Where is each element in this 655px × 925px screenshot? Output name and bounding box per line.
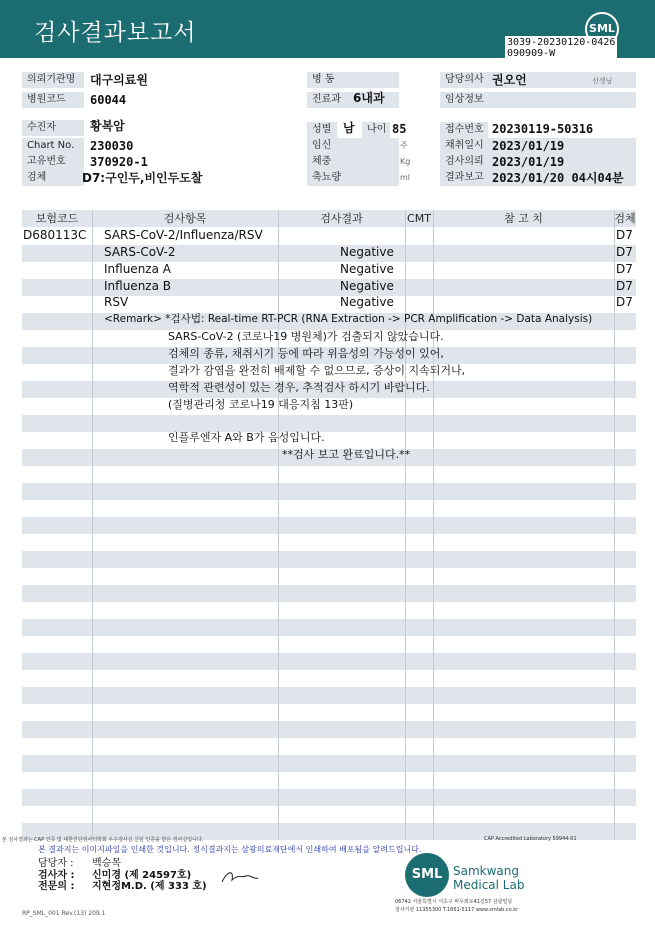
sml-logo-icon: SML	[585, 12, 619, 46]
form-code: RP_SML_001 Rev.(13) 209.1	[22, 910, 106, 917]
header-specimen: 검체	[614, 212, 636, 225]
header-cmt: CMT	[407, 212, 431, 225]
header-reference: 참 고 치	[504, 212, 543, 225]
doctor-label: 담당의사	[440, 72, 636, 88]
receipt-value: 20230119-50316	[492, 122, 594, 136]
manager-value: 백승목	[92, 858, 121, 869]
request-label: 검사의뢰	[440, 154, 636, 170]
weight-label: 체중	[307, 154, 399, 170]
brand-name-2: Medical Lab	[453, 878, 525, 892]
report-title: 검사결과보고서	[34, 20, 197, 46]
remark-line: 역학적 관련성이 있는 경우, 추적검사 하시기 바랍니다.	[168, 381, 430, 394]
pregnancy-label: 임신	[307, 138, 399, 154]
remark-line: 결과가 감염을 완전히 배제할 수 없으므로, 증상이 지속되거나,	[168, 364, 466, 377]
age-label: 나이	[362, 122, 390, 138]
notice-text: 본 결과지는 이미지파일을 인쇄한 것입니다. 정식결과지는 삼광의료재단에서 인쇄하여 배포됨을 알려드립니다.	[38, 845, 422, 854]
header-test-item: 검사항목	[163, 212, 207, 225]
doctor-value: 권오언	[492, 73, 527, 87]
patient-value: 황복암	[90, 119, 125, 133]
header-insurance-code: 보험코드	[35, 212, 79, 225]
specialist-label: 전문의 :	[38, 881, 75, 892]
remark-line: (질병관리청 코로나19 대응지침 13판)	[168, 398, 354, 411]
id-label: 고유번호	[22, 154, 84, 170]
hospital-code-value: 60044	[90, 93, 127, 107]
examiner-label: 검사자 :	[38, 870, 75, 881]
urine-unit: ml	[400, 173, 411, 182]
doctor-suffix: 선생님	[592, 77, 613, 85]
specialist-value: 지현정M.D. (제 333 호)	[92, 881, 207, 892]
remark-line: 검체의 종류, 채취시기 등에 따라 위음성의 가능성이 있어,	[168, 347, 444, 360]
header-result: 검사결과	[320, 212, 363, 225]
remark-line: 인플루엔자 A와 B가 음성입니다.	[168, 431, 325, 444]
department-value: 6내과	[353, 91, 385, 105]
remark-line: **검사 보고 완료입니다.**	[282, 448, 411, 461]
report-value: 2023/01/20 04시04분	[492, 171, 624, 185]
remark-line: SARS-CoV-2 (코로나19 병원체)가 검출되지 않았습니다.	[168, 330, 444, 343]
clinical-label: 임상정보	[440, 92, 636, 108]
institution-value: 대구의료원	[90, 73, 148, 87]
sex-value: 남	[343, 121, 355, 135]
manager-label: 담당자 :	[38, 858, 74, 869]
sex-label: 성별	[307, 122, 337, 138]
weight-unit: Kg	[400, 157, 411, 166]
urine-label: 축뇨량	[307, 170, 399, 186]
chart-label: Chart No.	[22, 138, 84, 154]
request-value: 2023/01/19	[492, 155, 565, 169]
contact-text: 검사기관 11355300 T.1661-5117 www.smlab.co.kr	[395, 907, 519, 913]
brand-name-1: Samkwang	[453, 864, 519, 878]
collect-label: 채취일시	[440, 138, 636, 154]
patient-label: 수진자	[22, 120, 84, 136]
cap-note: CAP Accredited Laboratory 59944-01	[484, 836, 577, 842]
pregnancy-unit: 주	[400, 141, 408, 150]
specimen-label: 검체	[22, 170, 84, 186]
ward-label: 병 동	[307, 72, 399, 88]
collect-value: 2023/01/19	[492, 139, 565, 153]
id-value: 370920-1	[90, 155, 148, 169]
document-id: 3039-20230120-0426 090909-W	[507, 37, 616, 59]
address-text: 06742 서울특별시 서초구 바우뫼로41길57 삼광빌딩	[395, 899, 513, 905]
specimen-value: D7:구인두,비인두도찰	[82, 171, 203, 185]
institution-label: 의뢰기관명	[22, 72, 84, 88]
department-label: 진료과	[307, 92, 399, 108]
hospital-code-label: 병원코드	[22, 92, 84, 108]
sml-brand-logo-icon: SML	[405, 853, 449, 897]
examiner-value: 신미경 (제 24597호)	[92, 870, 192, 881]
report-label: 결과보고	[440, 170, 636, 186]
receipt-label: 접수번호	[440, 122, 488, 138]
accreditation-note: 본 검사결과는 CAP 인증 및 대한진단검사의학회 우수검사실 신임 인증을 받은 검사실입니다.	[2, 837, 204, 843]
remark-line: <Remark> *검사법: Real-time RT-PCR (RNA Extraction -> PCR Amplification -> Data Analysis)	[104, 313, 593, 325]
chart-value: 230030	[90, 139, 134, 153]
signature-icon	[220, 868, 260, 886]
age-value: 85	[392, 122, 407, 136]
